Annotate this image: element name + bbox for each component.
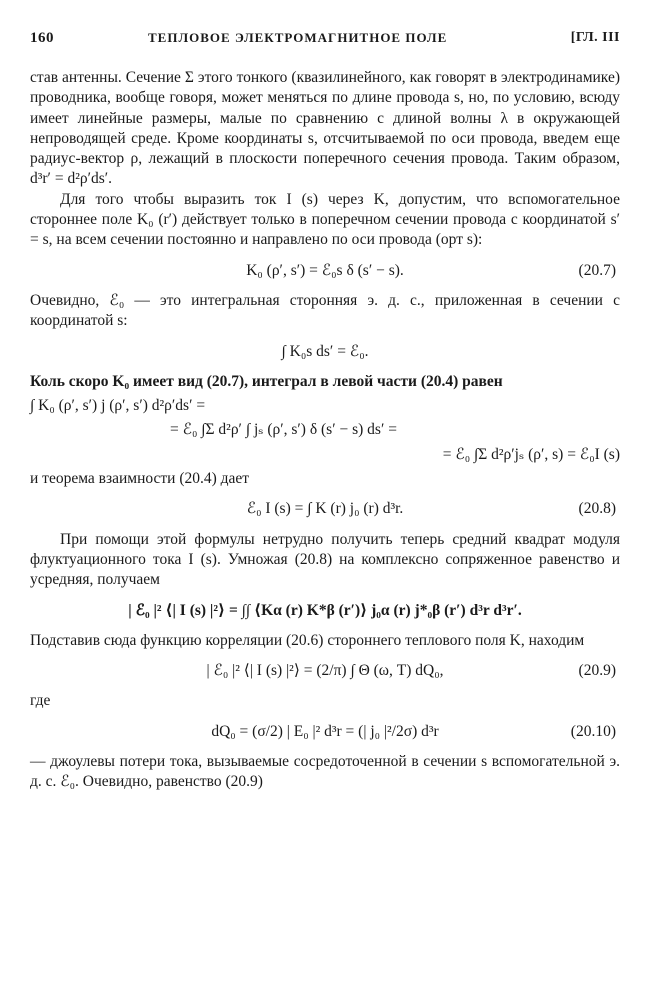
page-body: [30, 68, 620, 793]
page-number: 160: [30, 30, 54, 46]
equation-mean-square: | ℰ₀ |² ⟨| I (s) |²⟩ = ∫∫ ⟨Kα (r) K*β (r′)⟩ j₀α (r) j*₀β (r′) d³r d³r′.: [128, 601, 522, 619]
equation-integral-line1: ∫ K₀ (ρ′, s′) j (ρ′, s′) d²ρ′ds′ =: [30, 397, 206, 415]
equation-20-9-body: | ℰ₀ |² ⟨| I (s) |²⟩ = (2/π) ∫ Θ (ω, T) dQ₀,: [206, 662, 444, 680]
paragraph-4: Коль скоро K₀ имеет вид (20.7), интеграл в левой части (20.4) равен: [30, 372, 503, 390]
equation-20-9-number: (20.9): [578, 662, 616, 680]
equation-20-7-number: (20.7): [578, 261, 616, 279]
equation-emf-body: ∫ K₀s ds′ = ℰ₀.: [281, 342, 369, 360]
equation-20-10-body: dQ₀ = (σ/2) | E₀ |² d³r = (| j₀ |²/2σ) d³r: [211, 722, 439, 740]
paragraph-9: — джоулевы потери тока, вызываемые сосредоточенной в сечении s вспомогательной э. д. с. ℰ₀. Очевидно, равенство (20.9): [30, 753, 620, 791]
equation-20-8-body: ℰ₀ I (s) = ∫ K (r) j₀ (r) d³r.: [246, 500, 404, 518]
running-header: [30, 30, 620, 52]
paragraph-3: Очевидно, ℰ₀ — это интегральная сторонняя э. д. с., приложенная в сечении с координатой s:: [30, 291, 620, 330]
paragraph-5: и теорема взаимности (20.4) дает: [30, 470, 250, 488]
paragraph-2: Для того чтобы выразить ток I (s) через K, допустим, что вспомогательное стороннее поле K₀ (r′) действует только в поперечном сечении провода с координатой s′ = s, на всем сечении постоянно и направлено по оси провода (орт s):: [30, 190, 620, 249]
equation-20-7-body: K₀ (ρ′, s′) = ℰ₀s δ (s′ − s).: [246, 261, 404, 279]
equation-integral-line3: = ℰ₀ ∫Σ d²ρ′jₛ (ρ′, s) = ℰ₀I (s): [442, 445, 620, 463]
paragraph-1: став антенны. Сечение Σ этого тонкого (квазилинейного, как говорят в электродинамике) проводника, вообще говоря, может меняться по длине провода s, но, по условию, всюду имеет линейные размеры, малые по сравнению с длиной волны λ в окружающей непроводящей среде. Кроме координаты s, отсчитываемой по оси провода, введем еще радиус-вектор ρ, лежащий в плоскости поперечного сечения провода. Таким образом, d³r′ = d²ρ′ds′.: [30, 69, 620, 188]
equation-emf: [30, 342, 620, 362]
equation-20-10-number: (20.10): [570, 722, 616, 740]
equation-integral-line2: = ℰ₀ ∫Σ d²ρ′ ∫ jₛ (ρ′, s′) δ (s′ − s) ds′ =: [170, 421, 397, 439]
paragraph-6: При помощи этой формулы нетрудно получить теперь средний квадрат модуля флуктуационного тока I (s). Умножая (20.8) на комплексно сопряженное равенство и усредняя, получаем: [30, 530, 620, 589]
equation-20-8-number: (20.8): [578, 500, 616, 518]
equation-20-7: [30, 261, 620, 281]
paragraph-8: где: [30, 692, 51, 710]
running-title: ТЕПЛОВОЕ ЭЛЕКТРОМАГНИТНОЕ ПОЛЕ: [148, 30, 448, 45]
equation-20-10: [30, 722, 620, 742]
equation-20-9: [30, 661, 620, 681]
equation-20-8: [30, 499, 620, 519]
paragraph-7: Подставив сюда функцию корреляции (20.6) стороннего теплового поля K, находим: [30, 631, 585, 649]
chapter-label: [ГЛ. III: [570, 30, 620, 45]
